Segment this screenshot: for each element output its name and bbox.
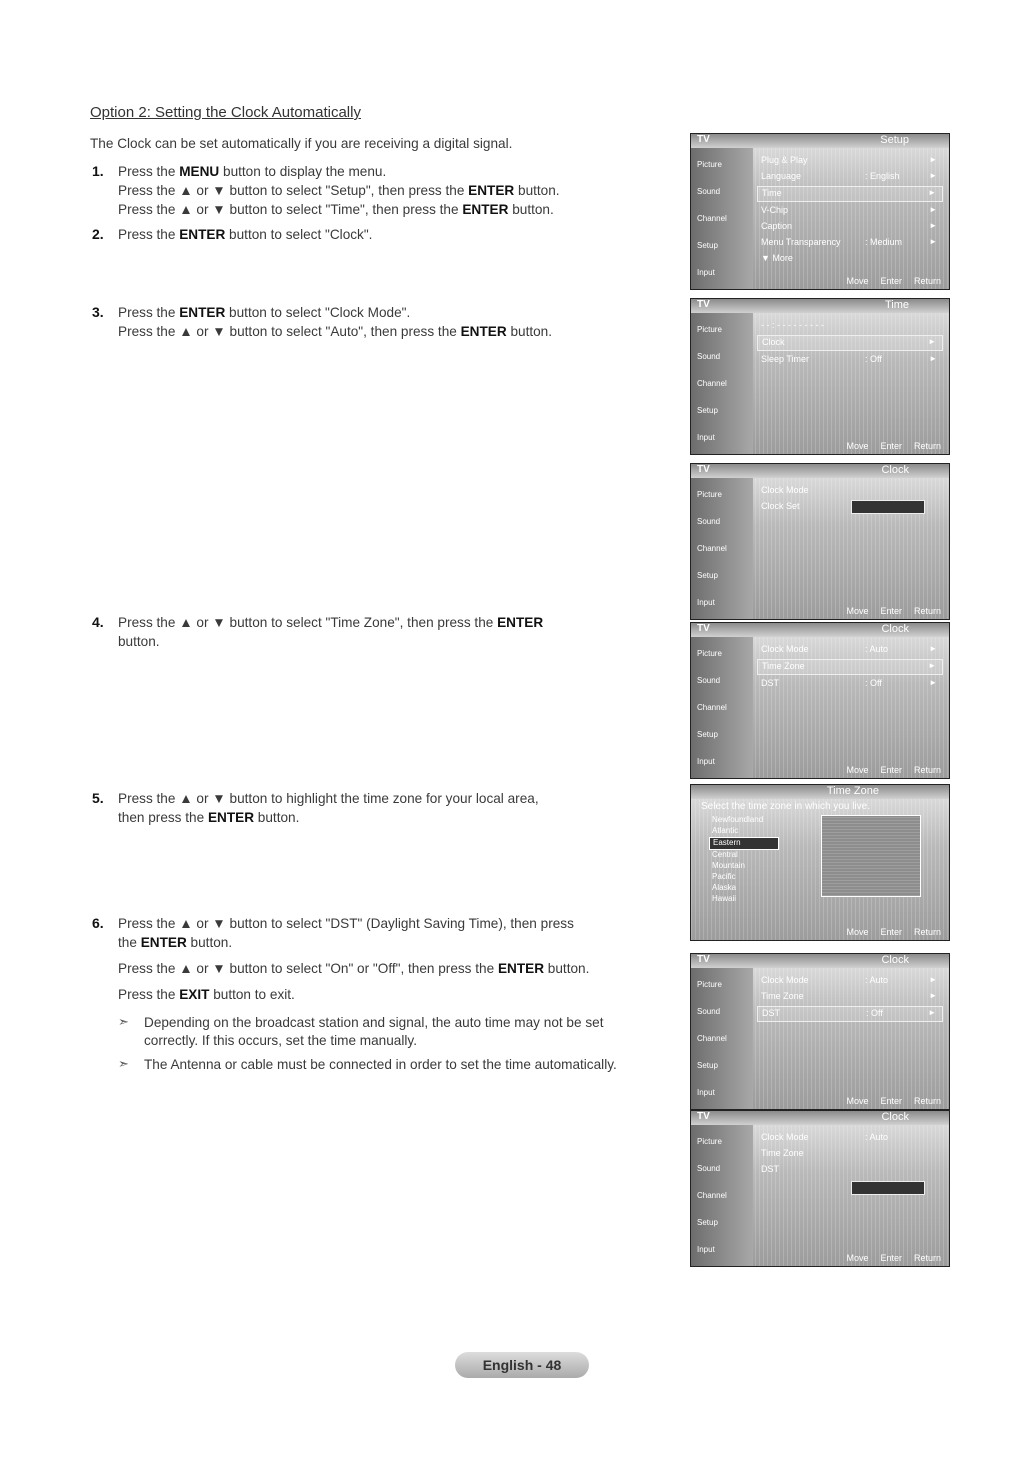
menu-title-bar [691, 464, 949, 478]
step-text: button. [118, 634, 160, 649]
sidebar-item: Setup [697, 730, 718, 739]
note-arrow-icon: ➣ [118, 1014, 129, 1029]
menu-row [757, 186, 943, 202]
menu-title: Clock [881, 623, 909, 635]
menu-row-value: : Off [865, 678, 882, 688]
menu-row [757, 252, 943, 266]
menu-footer [834, 1253, 941, 1263]
note-text: Depending on the broadcast station and signal, the auto time may not be set correctly. If this occurs, set the time manually. [144, 1015, 604, 1048]
step-text: Press the ENTER button to select "Clock". [118, 227, 373, 242]
footer-hint: Return [913, 927, 941, 937]
menu-title: Clock [881, 954, 909, 966]
sidebar-item: Setup [697, 571, 718, 580]
timezone-item: Central [712, 850, 738, 859]
menu-arrow-icon: ► [929, 975, 937, 984]
sidebar-item: Setup [697, 406, 718, 415]
menu-row [757, 974, 943, 988]
menu-arrow-icon: ► [929, 205, 937, 214]
step-number: 2. [92, 226, 104, 242]
menu-row [757, 319, 943, 333]
menu-row-label: DST [762, 1008, 780, 1018]
menu-arrow-icon: ► [929, 991, 937, 1000]
step-text: the ENTER button. [118, 935, 233, 950]
menu-title: Setup [880, 134, 909, 146]
tv-menu-screenshot [690, 953, 950, 1110]
sidebar-item: Sound [697, 1007, 721, 1016]
menu-row [757, 170, 943, 184]
menu-row-label: DST [761, 678, 779, 688]
tv-menu-screenshot [690, 784, 950, 941]
menu-row-label: Clock Mode [761, 975, 809, 985]
sidebar-item: Picture [697, 980, 722, 989]
menu-row-label: V-Chip [761, 205, 789, 215]
step-number: 1. [92, 163, 104, 179]
menu-footer [834, 441, 941, 451]
menu-row [757, 154, 943, 168]
menu-arrow-icon: ► [928, 661, 936, 670]
footer-hint: Enter [880, 276, 902, 286]
sidebar-item: Channel [697, 544, 727, 553]
menu-sidebar [691, 1125, 753, 1266]
sidebar-item: Picture [697, 325, 722, 334]
tv-label: TV [697, 134, 710, 145]
menu-row [757, 1147, 943, 1161]
menu-footer [834, 276, 941, 286]
step-text: Press the ▲ or ▼ button to select "Time", then press the ENTER button. [118, 202, 554, 217]
menu-title: Clock [881, 1111, 909, 1123]
menu-row [757, 677, 943, 691]
sidebar-item: Channel [697, 1191, 727, 1200]
menu-title-bar [691, 623, 949, 637]
menu-row-label: Time Zone [761, 1148, 804, 1158]
menu-row-label: Clock Mode [761, 485, 809, 495]
step-text: Press the EXIT button to exit. [118, 987, 295, 1002]
menu-row [757, 220, 943, 234]
sidebar-item: Sound [697, 1164, 721, 1173]
page-number-badge: English - 48 [455, 1352, 589, 1378]
section-heading: Option 2: Setting the Clock Automatically [90, 104, 361, 121]
menu-arrow-icon: ► [929, 155, 937, 164]
tv-label: TV [697, 623, 710, 634]
timezone-item: Hawaii [712, 894, 737, 903]
menu-footer [834, 927, 941, 937]
menu-row-label: Clock Mode [761, 1132, 809, 1142]
footer-hint: Move [846, 1096, 869, 1106]
menu-row-label: Time Zone [762, 661, 805, 671]
tv-menu-screenshot [690, 298, 950, 455]
step-text: Press the ▲ or ▼ button to select "Setup", then press the ENTER button. [118, 183, 560, 198]
sidebar-item: Sound [697, 352, 721, 361]
menu-row-value: : Auto [865, 644, 889, 654]
menu-arrow-icon: ► [928, 188, 936, 197]
menu-row-label: Time Zone [761, 991, 804, 1001]
sidebar-item: Input [697, 757, 715, 766]
menu-row [757, 204, 943, 218]
footer-hint: Return [913, 276, 941, 286]
menu-sidebar [691, 637, 753, 778]
menu-title-bar [691, 134, 949, 148]
menu-arrow-icon: ► [929, 171, 937, 180]
footer-hint: Move [846, 606, 869, 616]
menu-row [757, 643, 943, 657]
menu-title: Time [884, 299, 909, 311]
menu-row-value: : Off [865, 354, 882, 364]
footer-hint: Move [846, 276, 869, 286]
sidebar-item: Sound [697, 517, 721, 526]
footer-hint: Enter [880, 1096, 902, 1106]
footer-hint: Return [913, 1253, 941, 1263]
step-number: 3. [92, 304, 104, 320]
menu-arrow-icon: ► [928, 1008, 936, 1017]
menu-row-label: Clock Mode [761, 644, 809, 654]
tv-label: TV [697, 299, 710, 310]
menu-row [757, 1131, 943, 1145]
option-popup [851, 1181, 925, 1195]
menu-row-value: : Medium [865, 237, 903, 247]
footer-hint: Return [913, 441, 941, 451]
tv-menu-screenshot [690, 133, 950, 290]
menu-row-label: Caption [761, 221, 793, 231]
menu-items [757, 154, 943, 268]
footer-hint: Enter [880, 606, 902, 616]
menu-row [757, 659, 943, 675]
sidebar-item: Picture [697, 490, 722, 499]
menu-row-label: Time [762, 188, 782, 198]
menu-sidebar [691, 968, 753, 1109]
menu-items [757, 974, 943, 1024]
footer-hint: Move [846, 441, 869, 451]
menu-row [757, 484, 943, 498]
sidebar-item: Channel [697, 1034, 727, 1043]
sidebar-item: Picture [697, 160, 722, 169]
footer-hint: Move [846, 1253, 869, 1263]
menu-row-label: ▼ More [761, 253, 793, 263]
sidebar-item: Input [697, 1088, 715, 1097]
step-number: 6. [92, 915, 104, 931]
menu-row-value: : Auto [865, 975, 889, 985]
option-popup [851, 500, 925, 514]
menu-arrow-icon: ► [929, 678, 937, 687]
step-text: Press the ▲ or ▼ button to highlight the time zone for your local area, [118, 791, 539, 806]
sidebar-item: Input [697, 1245, 715, 1254]
sidebar-item: Input [697, 268, 715, 277]
menu-arrow-icon: ► [928, 337, 936, 346]
step-text: Press the ▲ or ▼ button to select "DST" (Daylight Saving Time), then press [118, 916, 574, 931]
menu-row-value: : English [865, 171, 900, 181]
timezone-item: Newfoundland [712, 815, 764, 824]
step-number: 5. [92, 790, 104, 806]
tv-label: TV [697, 1111, 710, 1122]
menu-arrow-icon: ► [929, 354, 937, 363]
sidebar-item: Picture [697, 1137, 722, 1146]
menu-row [757, 990, 943, 1004]
menu-sidebar [691, 313, 753, 454]
step-text: Press the ▲ or ▼ button to select "Auto", then press the ENTER button. [118, 324, 553, 339]
tv-menu-screenshot [690, 622, 950, 779]
menu-footer [834, 765, 941, 775]
sidebar-item: Input [697, 433, 715, 442]
menu-row [757, 353, 943, 367]
step-text: then press the ENTER button. [118, 810, 300, 825]
menu-footer [834, 1096, 941, 1106]
timezone-item: Mountain [712, 861, 745, 870]
menu-row-label: Plug & Play [761, 155, 808, 165]
menu-row [757, 335, 943, 351]
footer-hint: Enter [880, 441, 902, 451]
intro-text: The Clock can be set automatically if you are receiving a digital signal. [90, 136, 513, 151]
sidebar-item: Sound [697, 187, 721, 196]
menu-arrow-icon: ► [929, 644, 937, 653]
menu-title-bar [691, 299, 949, 313]
step-text: Press the MENU button to display the menu. [118, 164, 387, 179]
menu-arrow-icon: ► [929, 237, 937, 246]
footer-hint: Move [846, 765, 869, 775]
menu-row [757, 236, 943, 250]
note-text: The Antenna or cable must be connected in order to set the time automatically. [144, 1057, 617, 1072]
menu-row-label: Language [761, 171, 802, 181]
menu-row-value: : Auto [865, 1132, 889, 1142]
menu-row [757, 1006, 943, 1022]
menu-title-bar [691, 1111, 949, 1125]
menu-items [757, 1131, 943, 1179]
menu-sidebar [691, 148, 753, 289]
sidebar-item: Channel [697, 703, 727, 712]
sidebar-item: Setup [697, 1061, 718, 1070]
footer-hint: Move [846, 927, 869, 937]
sidebar-item: Channel [697, 379, 727, 388]
menu-row-label: Clock [762, 337, 785, 347]
menu-row-label: - - : - - - - - - - - - [761, 320, 824, 330]
sidebar-item: Setup [697, 241, 718, 250]
timezone-item: Alaska [712, 883, 737, 892]
step-number: 4. [92, 614, 104, 630]
timezone-list [709, 815, 779, 905]
menu-row-label: Menu Transparency [761, 237, 841, 247]
sidebar-item: Input [697, 598, 715, 607]
menu-arrow-icon: ► [929, 221, 937, 230]
timezone-item: Pacific [712, 872, 736, 881]
footer-hint: Enter [880, 1253, 902, 1263]
tv-menu-screenshot [690, 1110, 950, 1267]
footer-hint: Enter [880, 927, 902, 937]
menu-sidebar [691, 478, 753, 619]
footer-hint: Return [913, 765, 941, 775]
menu-row-label: Clock Set [761, 501, 800, 511]
menu-items [757, 643, 943, 693]
sidebar-item: Picture [697, 649, 722, 658]
timezone-item: Atlantic [712, 826, 739, 835]
footer-hint: Enter [880, 765, 902, 775]
sidebar-item: Channel [697, 214, 727, 223]
timezone-item: Eastern [709, 837, 779, 850]
menu-row-label: Sleep Timer [761, 354, 810, 364]
footer-hint: Return [913, 606, 941, 616]
footer-hint: Return [913, 1096, 941, 1106]
menu-row-label: DST [761, 1164, 779, 1174]
menu-items [757, 319, 943, 369]
timezone-prompt: Select the time zone in which you live. [701, 801, 870, 812]
tv-label: TV [697, 954, 710, 965]
step-text: Press the ENTER button to select "Clock Mode". [118, 305, 411, 320]
step-text: Press the ▲ or ▼ button to select "Time Zone", then press the ENTER [118, 615, 544, 630]
menu-footer [834, 606, 941, 616]
menu-title-bar [691, 954, 949, 968]
menu-title: Clock [881, 464, 909, 476]
sidebar-item: Sound [697, 676, 721, 685]
tv-label: TV [697, 464, 710, 475]
sidebar-item: Setup [697, 1218, 718, 1227]
step-text: Press the ▲ or ▼ button to select "On" or "Off", then press the ENTER button. [118, 961, 590, 976]
menu-row-value: : Off [866, 1008, 883, 1018]
menu-title-bar [691, 785, 949, 799]
timezone-map [821, 815, 921, 897]
tv-menu-screenshot [690, 463, 950, 620]
menu-row [757, 1163, 943, 1177]
note-arrow-icon: ➣ [118, 1056, 129, 1071]
menu-title: Time Zone [826, 785, 879, 797]
